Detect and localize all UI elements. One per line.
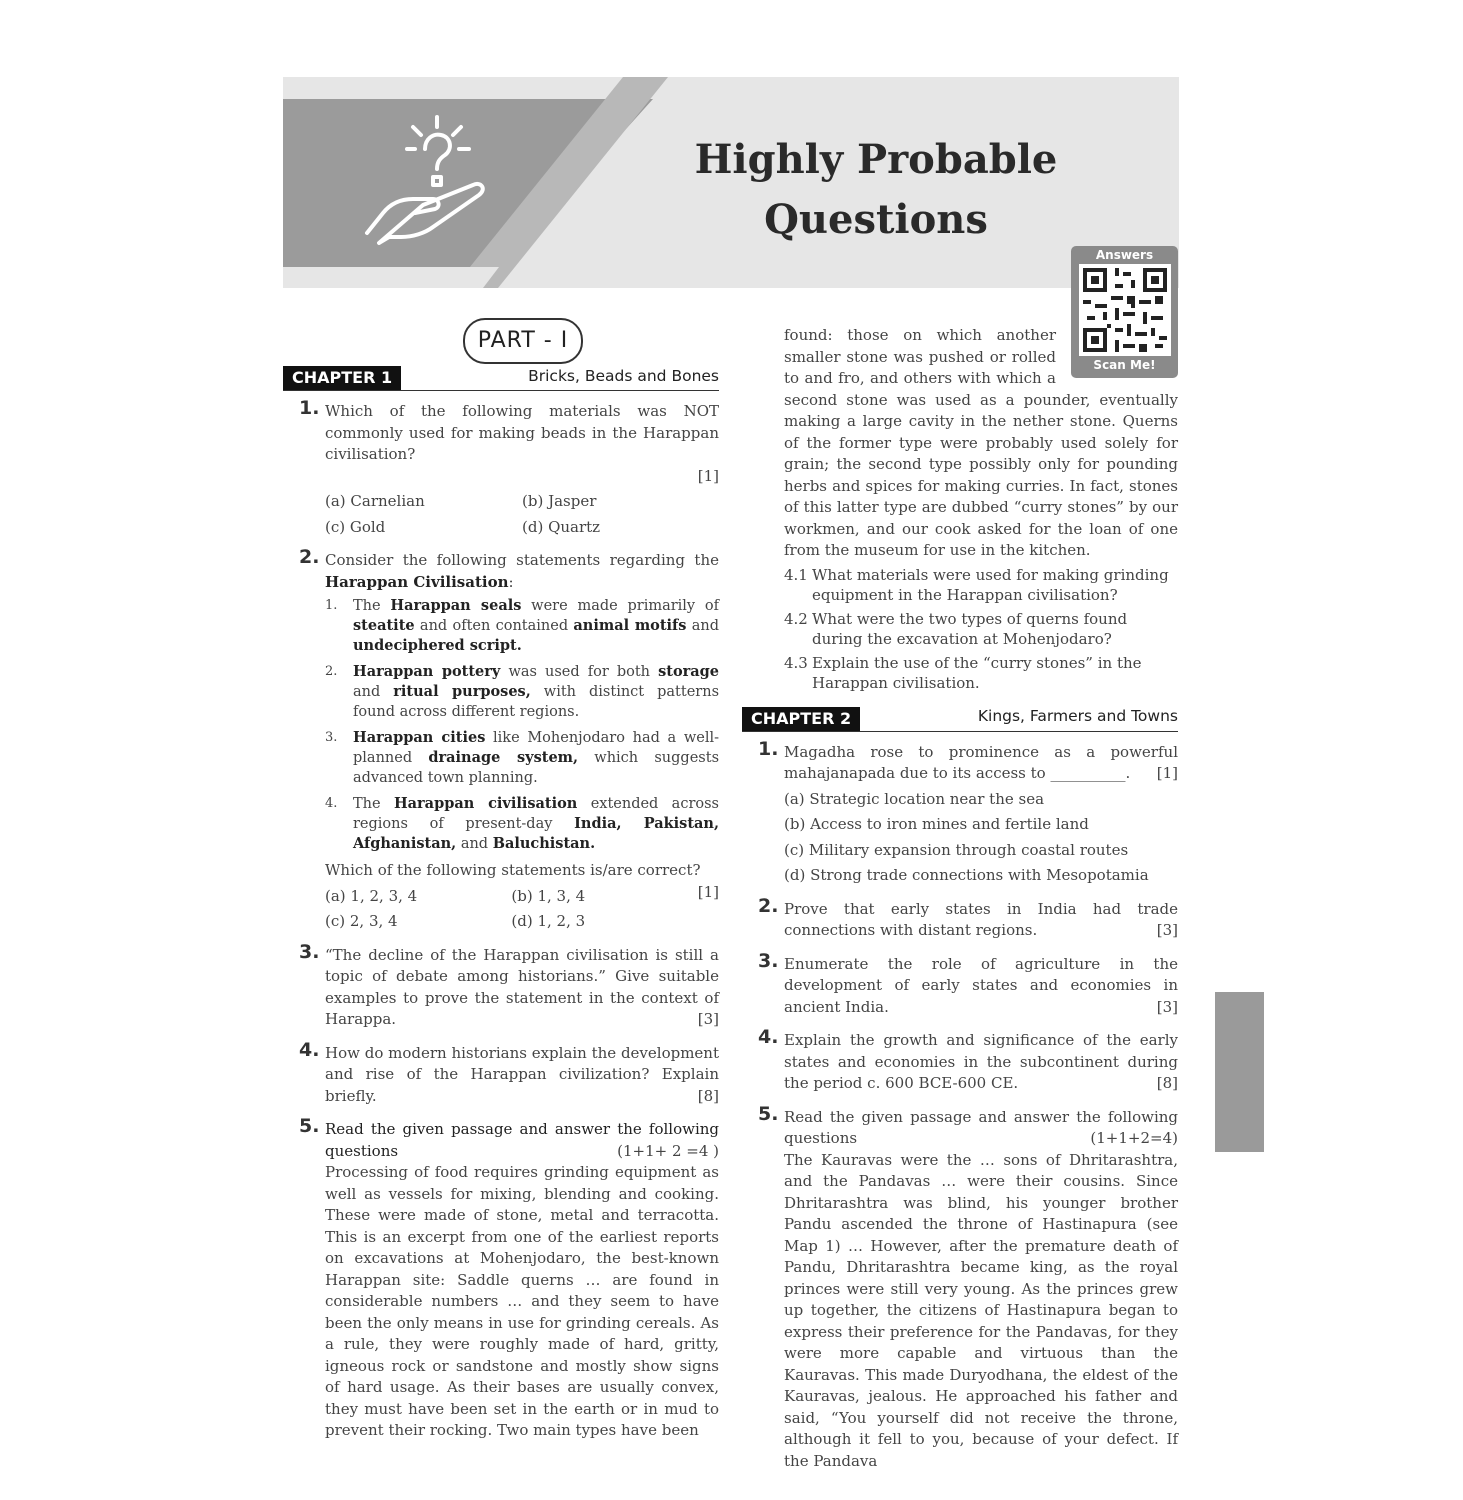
text: and — [353, 684, 381, 700]
marks: [1] — [697, 882, 719, 901]
chapter-1-label: CHAPTER 1 — [283, 366, 401, 390]
sub-question-number: 4.3 — [784, 653, 808, 672]
ch1-question-1 — [283, 397, 719, 538]
options — [325, 886, 698, 933]
bold-text: Baluchistan. — [492, 835, 596, 852]
sub-question-text: What materials were used for making grinding equipment in the Harappan civilisation? — [812, 565, 1169, 604]
question-text: Which of the following materials was NOT commonly used for making beads in the Harappan civilisation? — [325, 402, 719, 463]
ch1-question-4 — [283, 1038, 719, 1108]
question-number: 1. — [758, 737, 779, 760]
option: (b) Access to iron mines and fertile land — [784, 815, 1089, 833]
question-text-bold: Harappan Civilisation — [325, 572, 509, 591]
side-tab — [1215, 992, 1264, 1152]
option: (c) 2, 3, 4 — [325, 912, 398, 930]
question-text: Enumerate the role of agriculture in the development of early states and economies in ancient India. — [784, 954, 1178, 1016]
question-number: 5. — [758, 1102, 779, 1125]
ch2-question-5 — [742, 1102, 1178, 1473]
text: was used for both — [508, 664, 650, 680]
question-text: Which of the following statements is/are correct? — [325, 861, 701, 879]
statement-2 — [325, 662, 719, 722]
part-label: PART - I — [463, 318, 583, 364]
left-column — [283, 366, 719, 1454]
statement-number: 4. — [325, 796, 338, 811]
option: (a) Strategic location near the sea — [784, 789, 1045, 808]
ch2-question-3 — [742, 949, 1178, 1019]
chapter-2-title: Kings, Farmers and Towns — [977, 707, 1178, 725]
page-title — [648, 130, 1104, 250]
qr-bottom-label: Scan Me! — [1093, 358, 1156, 372]
bold-text: ritual purposes, — [393, 683, 531, 700]
text: extended across regions of present-day — [353, 796, 719, 832]
bold-text: animal motifs — [573, 617, 687, 634]
statement-4 — [325, 794, 719, 854]
options — [325, 491, 719, 538]
sub-question — [784, 609, 1178, 649]
marks: [3] — [1156, 997, 1178, 1016]
ch1-question-5 — [283, 1115, 719, 1442]
text: like Mohenjodaro had a well-planned — [353, 730, 720, 766]
chapter-2-header — [742, 707, 1178, 732]
marks: (1+1+ 2 =4 ) — [617, 1141, 719, 1160]
bold-text: Harappan pottery — [353, 663, 501, 680]
question-text: Read the given passage and answer the following questions — [325, 1120, 719, 1160]
text: with distinct patterns found across different regions. — [353, 684, 720, 720]
sub-question-number: 4.2 — [784, 609, 808, 628]
bold-text: drainage system, — [428, 749, 579, 766]
passage-subquestions — [742, 565, 1178, 693]
option: (b) 1, 3, 4 — [511, 886, 586, 905]
question-number: 3. — [758, 949, 779, 972]
option: (c) Military expansion through coastal routes — [784, 840, 1129, 859]
statement-number: 2. — [325, 664, 338, 679]
bold-text: steatite — [353, 617, 415, 634]
text: and often contained — [419, 618, 569, 634]
passage-text: Processing of food requires grinding equipment as well as vessels for mixing, blending and cooking. These were made of stone, metal and terracotta. This is an excerpt from one of the earliest reports on excavations at Mohenjodaro, the best-known Harappan site: Saddle querns … are found in considerable numbers … and they seem to have been the only means in use for grinding cereals. As a rule, they were roughly made of hard, gritty, igneous rock or sandstone and mostly show signs of hard usage. As their bases are usually convex, they must have been set in the earth or in mud to prevent their rocking. Two main types have been — [325, 1163, 719, 1439]
bold-text: Harappan cities — [353, 729, 486, 746]
question-text: Explain the growth and significance of the early states and economies in the subcontinent during the period c. 600 BCE-600 CE. — [784, 1031, 1178, 1092]
ch2-question-2 — [742, 894, 1178, 942]
question-number: 4. — [299, 1038, 320, 1061]
question-text: Read the given passage and answer the following questions — [784, 1107, 1178, 1147]
chapter-1-header — [283, 366, 719, 391]
chapter-1-title: Bricks, Beads and Bones — [528, 366, 719, 385]
text: were made primarily of — [531, 598, 719, 614]
question-text: Consider the following statements regarding the — [325, 551, 719, 569]
question-number: 2. — [299, 546, 320, 568]
text: which suggests advanced town planning. — [353, 750, 720, 786]
marks: [8] — [697, 1086, 719, 1105]
ch1-question-2: 2. Consider the following statements regarding the Harappan Civilisation: 1. The Harappan seals were made primarily of steatite and often contained animal motifs and undeciphered script. 2. Harappan pottery was used for both storage and ritual purposes, with distinct patterns found across different regions. 3. Harappan cities like Mohenjodaro had a well-planned drainage system, which suggests advanced town planning. 4. The Harappan civilisation extended across regions of present-day India, Pakistan, Afghanistan, and Baluchistan. Which of the following statements is/are correct? [1] (a) 1, 2, 3, 4 (b) 1, 3, 4 (c) 2, 3, 4 (d) 1, 2, 3 — [283, 550, 719, 933]
text: and — [460, 836, 489, 852]
text: The — [353, 796, 381, 812]
qr-spacer — [1056, 325, 1178, 387]
question-number: 1. — [299, 397, 320, 419]
bold-text: undeciphered script. — [353, 637, 522, 654]
bold-text: India, Pakistan, Afghanistan, — [353, 815, 720, 852]
question-number: 3. — [299, 940, 320, 963]
ch2-question-1 — [742, 737, 1178, 887]
title-line-2: Questions — [764, 196, 988, 243]
question-number: 2. — [758, 894, 779, 917]
ch2-question-4 — [742, 1026, 1178, 1095]
bold-text: Harappan civilisation — [393, 795, 578, 812]
sub-question-number: 4.1 — [784, 565, 808, 584]
marks: [3] — [1156, 921, 1178, 939]
text: and — [691, 618, 720, 634]
statement-number: 3. — [325, 730, 338, 745]
bold-text: Harappan seals — [390, 597, 522, 614]
marks: (1+1+2=4) — [1090, 1129, 1178, 1147]
statement-1 — [325, 596, 719, 656]
sub-question-text: What were the two types of querns found during the excavation at Mohenjodaro? — [812, 609, 1128, 648]
qr-top-label: Answers — [1095, 248, 1154, 262]
sub-question — [784, 653, 1178, 693]
question-text: How do modern historians explain the development and rise of the Harappan civilization? Explain briefly. — [325, 1043, 719, 1105]
option: (a) Carnelian — [325, 492, 425, 510]
option: (a) 1, 2, 3, 4 — [325, 886, 418, 905]
sub-question — [784, 565, 1178, 605]
statement-3 — [325, 728, 719, 788]
right-column-body — [742, 325, 1178, 1484]
marks: [3] — [697, 1010, 719, 1028]
question-number: 5. — [299, 1115, 320, 1137]
options — [784, 789, 1178, 887]
chapter-2-label: CHAPTER 2 — [742, 707, 860, 731]
ch1-question-3 — [283, 940, 719, 1031]
text: The — [353, 598, 381, 614]
sub-question-text: Explain the use of the “curry stones” in the Harappan civilisation. — [812, 653, 1142, 692]
passage-text: found: those on which another smaller stone was pushed or rolled to and fro, and others with which a second stone was used as a pounder, eventually making a large cavity in the nether stone. Querns of the former type were probably used solely for grain; the second type possibly only for pounding herbs and spices for making curries. In fact, stones of this latter type are dubbed “curry stones” by our workmen, and our cook asked for the loan of one from the museum for use in the kitchen. — [784, 326, 1178, 559]
option: (d) Strong trade connections with Mesopotamia — [784, 866, 1149, 884]
question-text: Magadha rose to prominence as a powerful mahajanapada due to its access to __________. — [784, 742, 1178, 782]
bold-text: storage — [658, 663, 720, 680]
marks: [1] — [1156, 764, 1178, 782]
option: (d) 1, 2, 3 — [511, 912, 586, 930]
statement-number: 1. — [325, 598, 338, 613]
option: (c) Gold — [325, 517, 386, 536]
marks: [8] — [1156, 1074, 1178, 1092]
marks: [1] — [697, 466, 719, 485]
passage-continued-block — [742, 325, 1178, 562]
question-text: Prove that early states in India had trade connections with distant regions. — [784, 899, 1178, 939]
title-line-1: Highly Probable — [694, 136, 1058, 183]
question-text: “The decline of the Harappan civilisation is still a topic of debate among historians.” Give suitable examples to prove the statement in the context of Harappa. — [325, 945, 719, 1028]
question-number: 4. — [758, 1026, 779, 1048]
option: (d) Quartz — [522, 517, 601, 536]
passage-text: The Kauravas were the … sons of Dhritarashtra, and the Pandavas … were their cousins. Since Dhritarashtra was blind, his younger brother Pandu ascended the throne of Hastinapura (see Map 1) … However, after the premature death of Pandu, Dhritarashtra became king, as the royal princes were still very young. As the princes grew up together, the citizens of Hastinapura began to express their preference for the Pandavas, for they were more capable and virtuous than the Kauravas. This made Duryodhana, the eldest of the Kauravas, jealous. He approached his father and said, “You yourself did not receive the throne, although it fell to you, because of your defect. If the Pandava — [784, 1150, 1178, 1470]
option: (b) Jasper — [522, 492, 597, 510]
